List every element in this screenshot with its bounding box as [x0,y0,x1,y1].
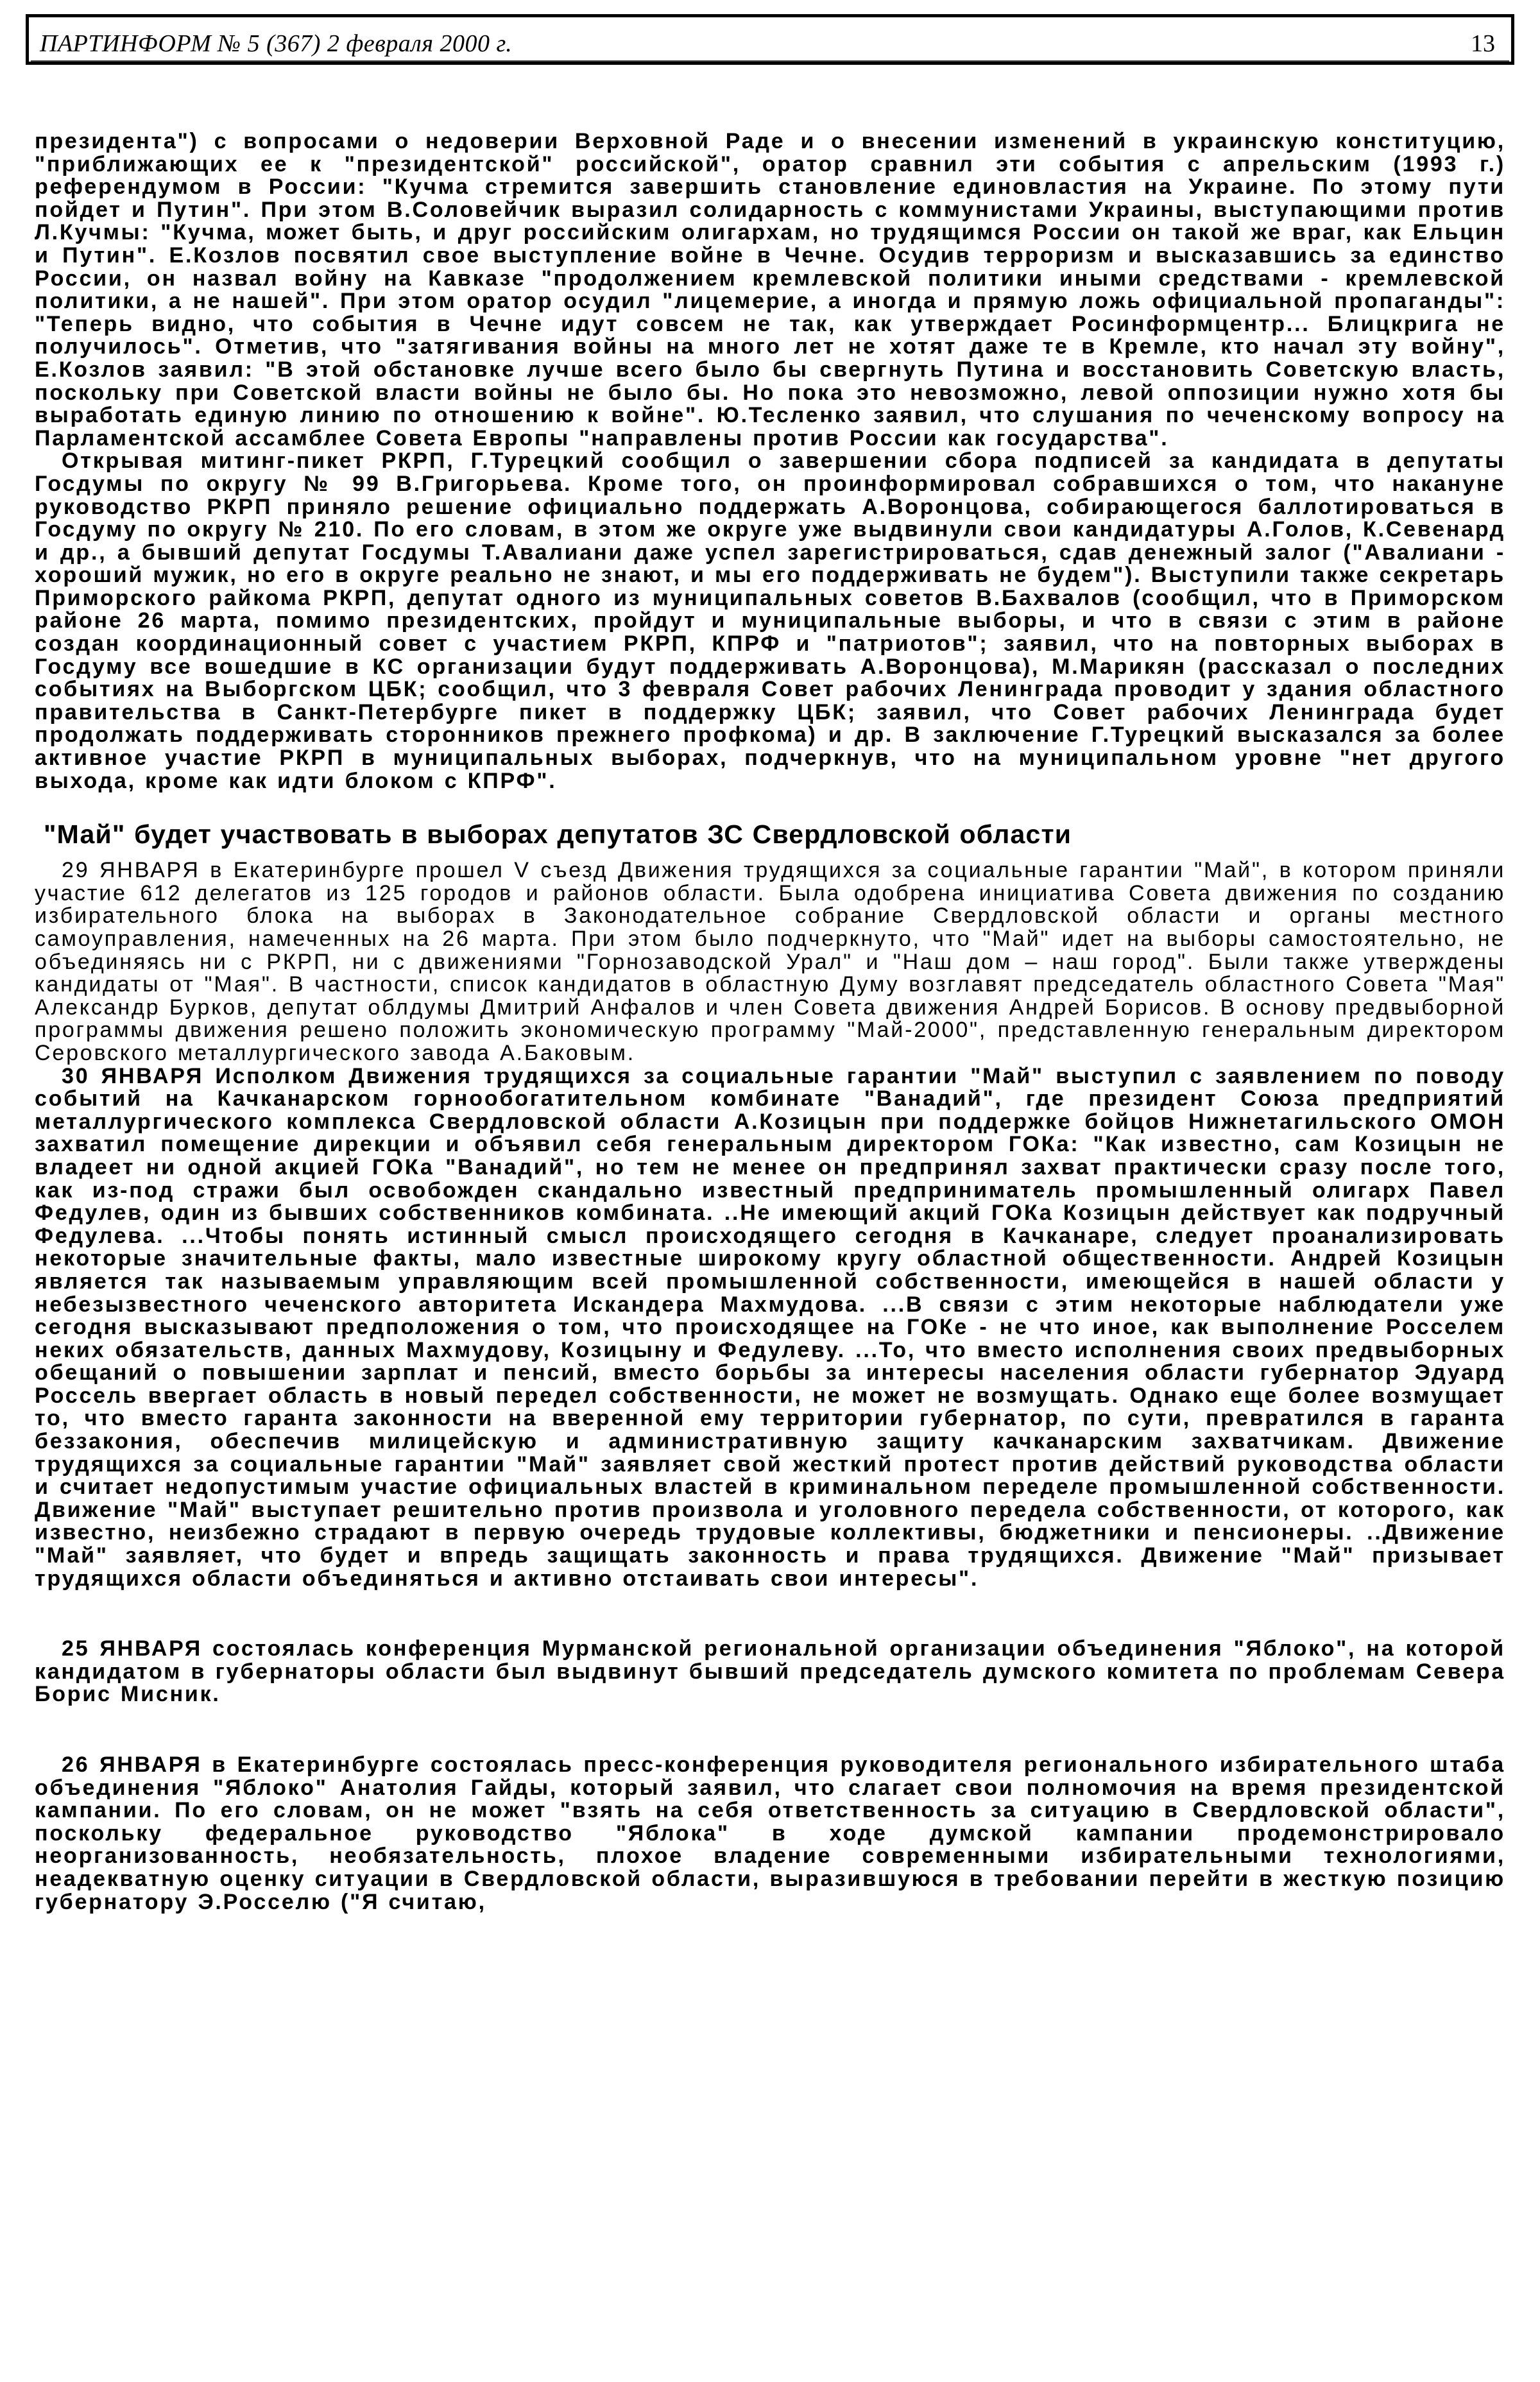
section-heading-may-elections: "Май" будет участвовать в выборах депутатов ЗС Свердловской области [44,819,1072,850]
page-header-rule [31,17,1509,62]
paragraph-jan25-murmansk-yabloko: 25 ЯНВАРЯ состоялась конференция Мурманской региональной организации объединения "Яблоко", на которой кандидатом в губернаторы области был выдвинут бывший председатель думского комитета по проблемам Севера Борис Мисник. [35,1636,1505,1707]
page-header [26,14,1514,65]
paragraph-continuation-kuchma-chechnya: президента") с вопросами о недоверии Верховной Раде и о внесении изменений в украинскую конституцию, "приближающих ее к "президентской" российской", оратор сравнил эти события с апрельским (1993 г.) референдумом в России: "Кучма стремится завершить становление единовластия на Украине. По этому пути пойдет и Путин". При этом В.Соловейчик выразил солидарность с коммунистами Украины, выступающими против Л.Кучмы: "Кучма, может быть, и друг российским олигархам, но трудящимся России он такой же враг, как Ельцин и Путин". Е.Козлов посвятил свое выступление войне в Чечне. Осудив терроризм и высказавшись за единство России, он назвал войну на Кавказе "продолжением кремлевской политики иными средствами - кремлевской политики, а не нашей". При этом оратор осудил "лицемерие, а иногда и прямую ложь официальной пропаганды": "Теперь видно, что события в Чечне идут совсем не так, как утверждает Росинформцентр... Блицкрига не получилось". Отметив, что "затягивания войны на много лет не хотят даже те в Кремле, кто начал эту войну", Е.Козлов заявил: "В этой обстановке лучше всего было бы свергнуть Путина и восстановить Советскую власть, поскольку при Советской власти войны не было бы. Но пока это невозможно, левой оппозиции нужно хотя бы выработать единую линию по отношению к войне". Ю.Тесленко заявил, что слушания по чеченскому вопросу на Парламентской ассамблее Совета Европы "направлены против России как государства". [35,129,1505,450]
paragraph-rkrp-rally: Открывая митинг-пикет РКРП, Г.Турецкий сообщил о завершении сбора подписей за кандидата в депутаты Госдумы по округу № 99 В.Григорьева. Кроме того, он проинформировал собравшихся о том, что накануне руководство РКРП приняло решение официально поддержать А.Воронцова, собирающегося баллотироваться в Госдуму по округу № 210. По его словам, в этом же округе уже выдвинули свои кандидатуры А.Голов, К.Севенард и др., а бывший депутат Госдумы Т.Авалиани даже успел зарегистрироваться, сдав денежный залог ("Авалиани - хороший мужик, но его в округе реально не знают, и мы его поддерживать не будем"). Выступили также секретарь Приморского райкома РКРП, депутат одного из муниципальных советов В.Бахвалов (сообщил, что в Приморском районе 26 марта, помимо президентских, пройдут и муниципальные выборы, и что в связи с этим в районе создан координационный совет с участием РКРП, КПРФ и "патриотов"; заявил, что на повторных выборах в Госдуму все вошедшие в КС организации будут поддерживать А.Воронцова), М.Марикян (рассказал о последних событиях на Выборгском ЦБК; сообщил, что 3 февраля Совет рабочих Ленинграда проводит у здания областного правительства в Санкт-Петербурге пикет в поддержку ЦБК; заявил, что Совет рабочих Ленинграда будет продолжать поддерживать сторонников прежнего профкома) и др. В заключение Г.Турецкий высказался за более активное участие РКРП в муниципальных выборах, подчеркнув, что на муниципальном уровне "нет другого выхода, кроме как идти блоком с КПРФ". [35,449,1505,793]
paragraph-jan29-may-congress: 29 ЯНВАРЯ в Екатеринбурге прошел V съезд Движения трудящихся за социальные гарантии "Май", в котором приняли участие 612 делегатов из 125 городов и районов области. Была одобрена инициатива Совета движения по созданию избирательного блока на выборах в Законодательное собрание Свердловской области и органы местного самоуправления, намеченных на 26 марта. При этом было подчеркнуто, что "Май" идет на выборы самостоятельно, не объединяясь ни с РКРП, ни с движениями "Горнозаводской Урал" и "Наш дом – наш город". Были также утверждены кандидаты от "Мая". В частности, список кандидатов в областную Думу возглавят председатель областного Совета "Мая" Александр Бурков, депутат облдумы Дмитрий Анфалов и член Совета движения Андрей Борисов. В основу предвыборной программы движения решено положить экономическую программу "Май-2000", представленную генеральным директором Серовского металлургического завода А.Баковым. [35,858,1505,1065]
page-number: 13 [1471,30,1495,57]
journal-title: ПАРТИНФОРМ № 5 (367) 2 февраля 2000 г. [40,30,513,57]
paragraph-jan30-may-statement: 30 ЯНВАРЯ Исполком Движения трудящихся за социальные гарантии "Май" выступил с заявлением по поводу событий на Качканарском горнообогатительном комбинате "Ванадий", где президент Союза предприятий металлургического комплекса Свердловской области А.Козицын при поддержке бойцов Нижнетагильского ОМОН захватил помещение дирекции и объявил себя генеральным директором ГОКа: "Как известно, сам Козицын не владеет ни одной акцией ГОКа "Ванадий", но тем не менее он предпринял захват практически сразу после того, как из-под стражи был освобожден скандально известный предприниматель промышленный олигарх Павел Федулев, один из бывших собственников комбината. ..Не имеющий акций ГОКа Козицын действует как подручный Федулева. ...Чтобы понять истинный смысл происходящего сегодня в Качканаре, следует проанализировать некоторые значительные факты, мало известные широкому кругу областной общественности. Андрей Козицын является так называемым управляющим всей промышленной собственности, имеющейся в нашей области у небезызвестного чеченского авторитета Искандера Махмудова. ...В связи с этим некоторые наблюдатели уже сегодня высказывают предположения о том, что происходящее на ГОКе - не что иное, как выполнение Росселем неких обязательств, данных Махмудову, Козицыну и Федулеву. ...То, что вместо исполнения своих предвыборных обещаний о повышении зарплат и пенсий, вместо борьбы за интересы населения области губернатор Эдуард Россель ввергает область в новый передел собственности, не может не возмущать. Однако еще более возмущает то, что вместо гаранта законности на вверенной ему территории губернатор, по сути, превратился в гаранта беззакония, обеспечив милицейскую и административную защиту качканарским захватчикам. Движение трудящихся за социальные гарантии "Май" заявляет свой жесткий протест против действий руководства области и считает недопустимым участие официальных властей в криминальном переделе промышленной собственности. Движение "Май" выступает решительно против произвола и уголовного передела собственности, от которого, как известно, неизбежно страдают в первую очередь трудовые коллективы, бюджетники и пенсионеры. ..Движение "Май" заявляет, что будет и впредь защищать законность и права трудящихся. Движение "Май" призывает трудящихся области объединяться и активно отстаивать свои интересы". [35,1063,1505,1591]
paragraph-jan26-gaida-press-conference: 26 ЯНВАРЯ в Екатеринбурге состоялась пресс-конференция руководителя регионального избирательного штаба объединения "Яблоко" Анатолия Гайды, который заявил, что слагает свои полномочия на время президентской кампании. По его словам, он не может "взять на себя ответственность за ситуацию в Свердловской области", поскольку федеральное руководство "Яблока" в ходе думской кампании продемонстрировало неорганизованность, необязательность, плохое владение современными избирательными технологиями, неадекватную оценку ситуации в Свердловской области, выразившуюся в требовании перейти в жесткую позицию губернатору Э.Росселю ("Я считаю, [35,1752,1505,1914]
article-content [35,130,1505,1914]
